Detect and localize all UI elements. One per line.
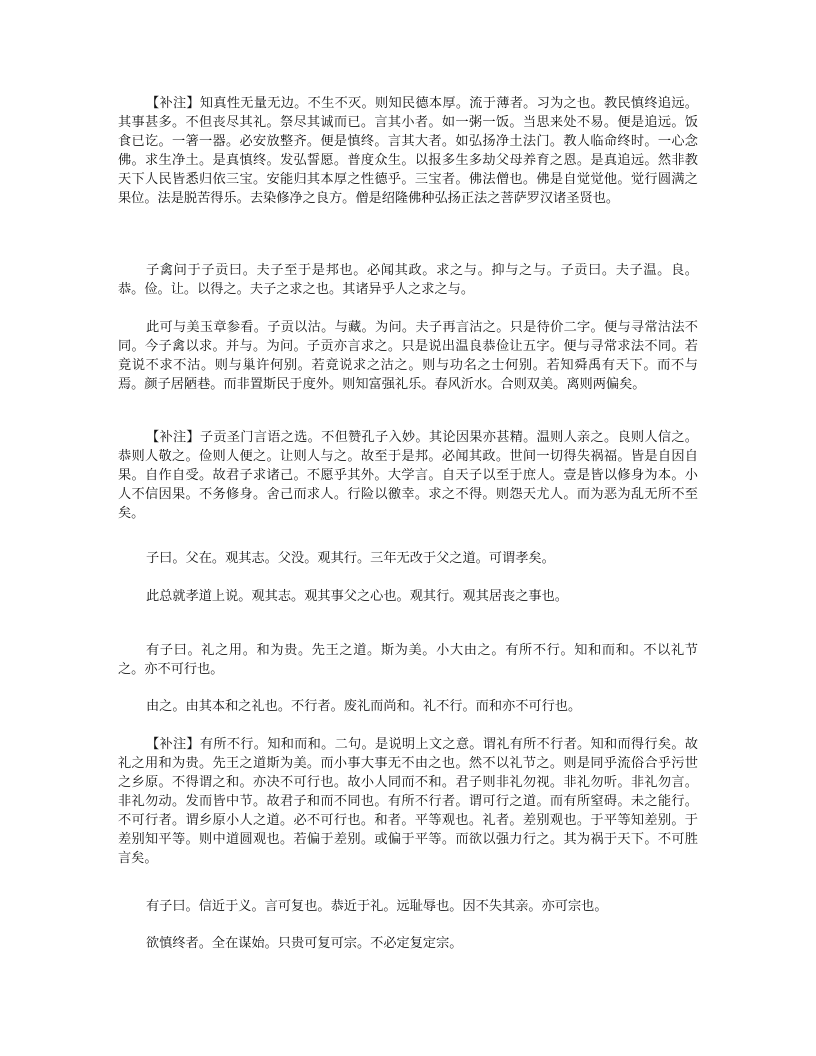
classic-text-paragraph: 有子曰。礼之用。和为贵。先王之道。斯为美。小大由之。有所不行。知和而和。不以礼节之。亦不可行也。 xyxy=(118,643,698,677)
commentary-paragraph: 此可与美玉章参看。子贡以沽。与藏。为问。夫子再言沽之。只是待价二字。便与寻常沽法不同。今子禽以求。并与。为问。子贡亦言求之。只是说出温良恭俭让五字。便与寻常求法不同。若竟说不求不沽。则与巢许何别。若竟说求之沽之。则与功名之士何别。若知舜禹有天下。而不与焉。颜子居陋巷。而非置斯民于度外。则知富强礼乐。春风沂水。合则双美。离则两偏矣。 xyxy=(118,320,698,392)
classic-text-paragraph: 子曰。父在。观其志。父没。观其行。三年无改于父之道。可谓孝矣。 xyxy=(146,551,555,566)
classic-text-paragraph: 子禽问于子贡曰。夫子至于是邦也。必闻其政。求之与。抑与之与。子贡曰。夫子温。良。恭。俭。让。以得之。夫子之求之也。其诸异乎人之求之与。 xyxy=(118,263,698,297)
annotation-paragraph: 【补注】子贡圣门言语之选。不但赞孔子入妙。其论因果亦甚精。温则人亲之。良则人信之。恭则人敬之。俭则人便之。让则人与之。故至于是邦。必闻其政。世间一切得失祸福。皆是自因自果。自作自受。故君子求诸己。不愿乎其外。大学言。自天子以至于庶人。壹是皆以修身为本。小人不信因果。不务修身。舍己而求人。行险以徼幸。求之不得。则怨天尤人。而为恶为乱无所不至矣。 xyxy=(118,430,698,521)
commentary-paragraph: 欲慎终者。全在谋始。只贵可复可宗。不必定复定宗。 xyxy=(146,936,463,951)
classic-text-paragraph: 有子曰。信近于义。言可复也。恭近于礼。远耻辱也。因不失其亲。亦可宗也。 xyxy=(146,899,608,914)
commentary-paragraph: 此总就孝道上说。观其志。观其事父之心也。观其行。观其居丧之事也。 xyxy=(146,589,568,604)
annotation-paragraph: 【补注】知真性无量无边。不生不灭。则知民德本厚。流于薄者。习为之也。教民慎终追远。其事甚多。不但丧尽其礼。祭尽其诚而已。言其小者。如一粥一饭。当思来处不易。便是追远。饭食已讫。一箸一器。必安放整齐。便是慎终。言其大者。如弘扬净土法门。教人临命终时。一心念佛。求生净土。是真慎终。发弘誓愿。普度众生。以报多生多劫父母养育之恩。是真追远。然非教天下人民皆悉归依三宝。安能归其本厚之性德乎。三宝者。佛法僧也。佛是自觉觉他。觉行圆满之果位。法是脱苦得乐。去染修净之良方。僧是绍隆佛种弘扬正法之菩萨罗汉诸圣贤也。 xyxy=(118,96,698,206)
annotation-paragraph: 【补注】有所不行。知和而和。二句。是说明上文之意。谓礼有所不行者。知和而得行矣。故礼之用和为贵。先王之道斯为美。而小事大事无不由之也。然不以礼节之。则是同乎流俗合乎污世之乡原。不得谓之和。亦决不可行也。故小人同而不和。君子则非礼勿视。非礼勿听。非礼勿言。非礼勿动。发而皆中节。故君子和而不同也。有所不行者。谓可行之道。而有所窒碍。未之能行。不可行者。谓乡原小人之道。必不可行也。和者。平等观也。礼者。差别观也。于平等知差别。于差别知平等。则中道圆观也。若偏于差别。或偏于平等。而欲以强力行之。其为祸于天下。不可胜言矣。 xyxy=(118,737,698,866)
commentary-paragraph: 由之。由其本和之礼也。不行者。废礼而尚和。礼不行。而和亦不可行也。 xyxy=(146,699,582,714)
